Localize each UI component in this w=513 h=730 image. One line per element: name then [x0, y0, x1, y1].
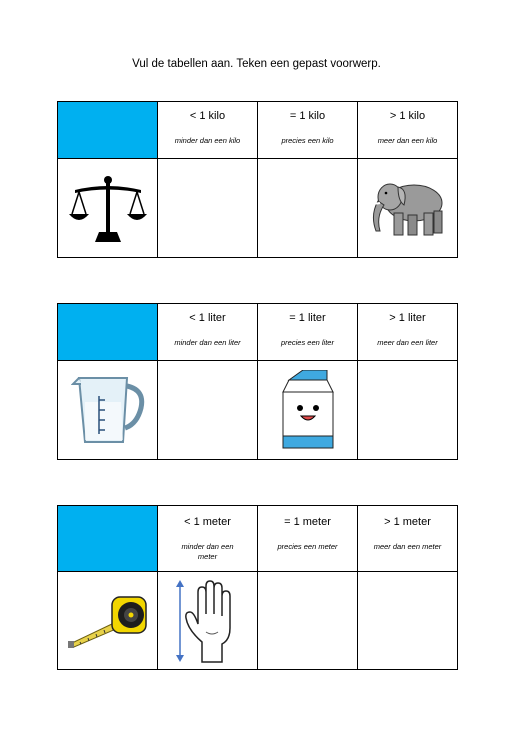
weight-table [57, 101, 458, 258]
hand-icon [168, 578, 248, 664]
row-icon-cell [58, 159, 158, 258]
header-equal-kilo [258, 102, 358, 159]
header-main-label: > 1 liter [389, 312, 426, 324]
length-table [57, 505, 458, 670]
balance-scale-icon [69, 172, 147, 244]
header-main-label: = 1 meter [284, 515, 331, 528]
answer-cell[interactable] [258, 572, 358, 670]
header-main-label: < 1 meter [184, 515, 231, 528]
example-cell [258, 361, 358, 460]
header-sub-label: meer dan een liter [377, 338, 438, 347]
milk-carton-icon [281, 370, 335, 450]
corner-cell [58, 102, 158, 159]
row-icon-cell [58, 572, 158, 670]
header-less-than-kilo [158, 102, 258, 159]
header-sub-label: precies een liter [281, 338, 334, 347]
answer-cell[interactable] [258, 159, 358, 258]
tape-measure-icon [68, 593, 148, 649]
header-main-label: < 1 liter [189, 312, 226, 324]
header-sub-label: minder dan een meter [181, 541, 234, 561]
header-less-than-liter [158, 304, 258, 361]
header-equal-meter [258, 506, 358, 572]
volume-table [57, 303, 458, 460]
header-more-than-liter [358, 304, 458, 361]
measuring-jug-icon [71, 372, 145, 448]
header-equal-liter [258, 304, 358, 361]
elephant-icon [368, 175, 448, 241]
corner-cell [58, 506, 158, 572]
answer-cell[interactable] [158, 159, 258, 258]
header-sub-label: minder dan een liter [174, 338, 241, 347]
header-main-label: < 1 kilo [189, 110, 226, 122]
corner-cell [58, 304, 158, 361]
row-icon-cell [58, 361, 158, 460]
answer-cell[interactable] [358, 361, 458, 460]
header-less-than-meter [158, 506, 258, 572]
header-main-label: = 1 liter [289, 312, 326, 324]
header-more-than-meter [358, 506, 458, 572]
header-main-label: = 1 kilo [289, 110, 326, 122]
header-sub-label: minder dan een kilo [174, 136, 241, 145]
header-sub-label: meer dan een kilo [377, 136, 438, 145]
example-cell [358, 159, 458, 258]
header-more-than-kilo [358, 102, 458, 159]
header-sub-label: precies een kilo [281, 136, 334, 145]
header-main-label: > 1 meter [384, 515, 431, 528]
answer-cell[interactable] [158, 361, 258, 460]
header-sub-label: precies een meter [277, 541, 338, 551]
example-cell [158, 572, 258, 670]
page-title: Vul de tabellen aan. Teken een gepast voorwerp. [132, 58, 381, 70]
header-main-label: > 1 kilo [389, 110, 426, 122]
header-sub-label: meer dan een meter [373, 541, 442, 551]
answer-cell[interactable] [358, 572, 458, 670]
